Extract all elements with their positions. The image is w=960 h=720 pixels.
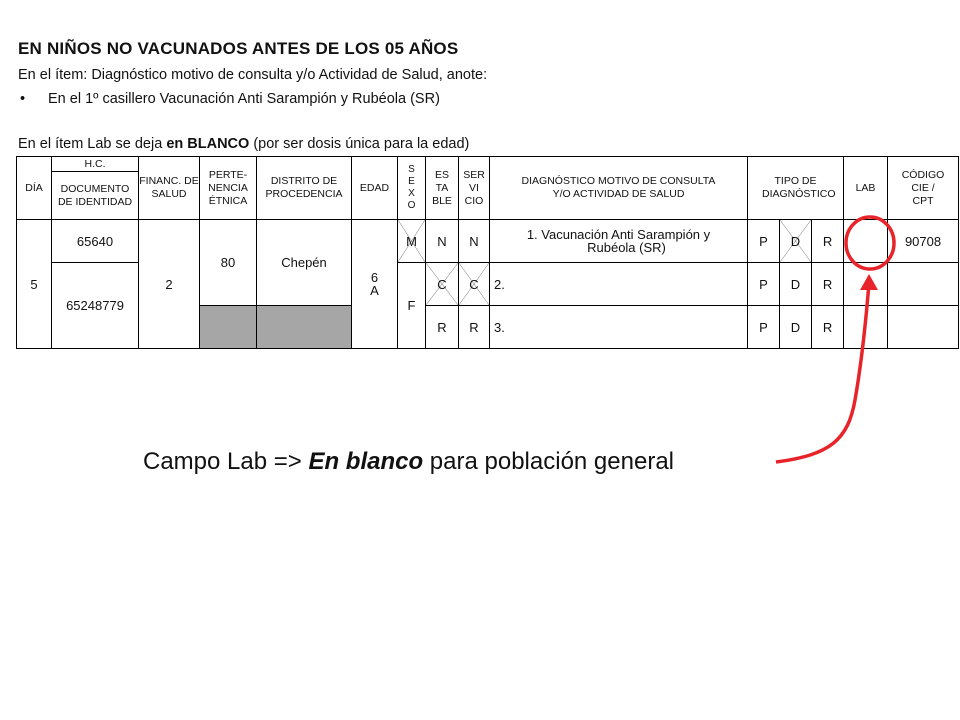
caption-prefix: Campo Lab => <box>143 448 309 475</box>
row1-diagnostico-line2: Rubéola (SR) <box>587 240 666 255</box>
header-tipo-diagnostico: TIPO DE DIAGNÓSTICO <box>748 157 844 220</box>
header-dia: DÍA <box>17 157 52 220</box>
caption <box>143 448 674 476</box>
lab-highlight-circle <box>846 217 894 269</box>
row3-tipo-p: P <box>748 306 780 349</box>
cell-pertenencia: 80 <box>200 220 257 306</box>
cell-sexo-f: F <box>398 263 426 349</box>
arrow-head-icon <box>860 274 878 290</box>
row2-servicio-label: C <box>469 276 479 292</box>
bullet-text: En el 1º casillero Vacunación Anti Sarampión y Rubéola (SR) <box>48 91 440 107</box>
cell-edad-num: 6 <box>370 270 379 285</box>
row1-diagnostico-line1: 1. Vacunación Anti Sarampión y <box>526 227 711 242</box>
lab-instruction-suffix: (por ser dosis única para la edad) <box>249 136 470 152</box>
header-edad: EDAD <box>352 157 398 220</box>
row1-tipo-d-label: D <box>790 233 801 249</box>
cell-distrito: Chepén <box>257 220 352 306</box>
caption-suffix: para población general <box>423 448 674 475</box>
cell-financ: 2 <box>139 220 200 349</box>
header-pertenencia: PERTE- NENCIA ÉTNICA <box>200 157 257 220</box>
row1-tipo-p: P <box>748 220 780 263</box>
cell-doc-id: 65248779 <box>52 263 139 349</box>
header-financ: FINANC. DE SALUD <box>139 157 200 220</box>
row3-establecimiento: R <box>426 306 459 349</box>
cell-hc: 65640 <box>52 220 139 263</box>
bullet-icon: • <box>20 91 26 107</box>
caption-emphasis: En blanco <box>308 448 424 475</box>
cell-dia: 5 <box>17 220 52 349</box>
row2-diagnostico: 2. <box>490 263 748 306</box>
header-doc-id: DOCUMENTO DE IDENTIDAD <box>52 172 139 220</box>
header-establecimiento: ES TA BLE <box>426 157 459 220</box>
header-diagnostico: DIAGNÓSTICO MOTIVO DE CONSULTA Y/O ACTIVIDAD DE SALUD <box>490 157 748 220</box>
doc-title: EN NIÑOS NO VACUNADOS ANTES DE LOS 05 AÑOS <box>18 39 459 58</box>
header-lab: LAB <box>844 157 888 220</box>
header-hc: H.C. <box>52 157 139 172</box>
instruction-line: En el ítem: Diagnóstico motivo de consulta y/o Actividad de Salud, anote: <box>18 67 488 83</box>
row3-tipo-r: R <box>812 306 844 349</box>
row1-servicio: N <box>459 220 490 263</box>
row3-tipo-d: D <box>780 306 812 349</box>
cell-edad-unit: A <box>370 283 379 298</box>
lab-instruction-prefix: En el ítem Lab se deja <box>18 136 167 152</box>
row2-establecimiento-label: C <box>437 276 447 292</box>
header-distrito: DISTRITO DE PROCEDENCIA <box>257 157 352 220</box>
row3-servicio: R <box>459 306 490 349</box>
row2-tipo-p: P <box>748 263 780 306</box>
header-sexo: S E X O <box>398 157 426 220</box>
row1-tipo-r: R <box>812 220 844 263</box>
header-codigo: CÓDIGO CIE / CPT <box>888 157 959 220</box>
row2-tipo-r: R <box>812 263 844 306</box>
row2-tipo-d: D <box>780 263 812 306</box>
sexo-m-label: M <box>406 233 417 249</box>
annotation-arrow <box>776 283 869 462</box>
row3-diagnostico: 3. <box>490 306 748 349</box>
header-servicio: SER VI CIO <box>459 157 490 220</box>
lab-instruction-bold: en BLANCO <box>166 136 250 152</box>
row1-establecimiento: N <box>426 220 459 263</box>
row1-codigo: 90708 <box>888 220 959 263</box>
